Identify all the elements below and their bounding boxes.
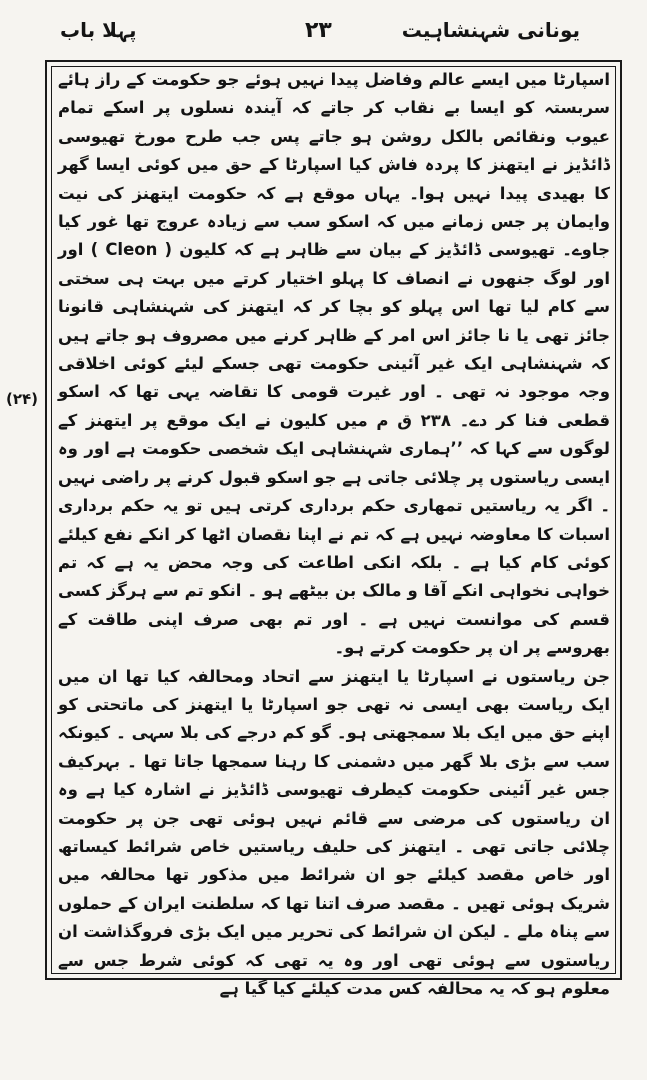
paragraph-1: اسپارٹا میں ایسے عالم وفاضل پیدا نہیں ہوئے جو حکومت کے راز ہائے سربستہ کو ایسا بے نقاب کر جاتے کہ آیندہ نسلوں پر اسکے تمام عیوب ونقائص بالکل روشن ہو جاتے پس جب طرح مورخ تھیوسی ڈائڈیز نے ایتھنز کا پردہ فاش کیا اسپارٹا کے حق میں کوئی ایسا گھر کا بھیدی پیدا نہیں ہوا۔ یہاں موقع ہے کہ حکومت ایتھنز کی نیت وایمان پر جس زمانے میں کہ اسکو سب سے زیادہ عروج تھا غور کیا جاوے۔ تھیوسی ڈائڈیز کے بیان سے ظاہر ہے کہ کلیون ( Cleon ) اور اور لوگ جنھوں نے انصاف کا پہلو اختیار کرتے میں بہت ہی سختی سے کام لیا تھا اس پہلو کو بچا کر کہ ایتھنز کی شہنشاہی قانونا جائز تھی یا نا جائز اس امر کے ظاہر کرنے میں مصروف ہو جاتے ہیں کہ شہنشاہی ایک غیر آئینی حکومت تھی جسکے لیئے کوئی اخلاقی وجہ موجود نہ تھی ۔ اور غیرت قومی کا تقاضہ یہی تھا کہ اسکو قطعی فنا کر دے۔ ۲۳۸ ق م میں کلیون نے ایک موقع پر ایتھنز کے لوگوں سے کہا کہ ’’ہماری شہنشاہی ایک شخصی حکومت ہے اور وہ ایسی ریاستوں پر چلائی جاتی ہے جو اسکو قبول کرنے پر راضی نہیں ۔ اگر یہ ریاستیں تمھاری حکم برداری کرتی ہیں تو یہ حکم برداری اسبات کا معاوضہ نہیں ہے کہ تم نے اپنا نقصان اٹھا کر انکے نفع کیلئے کوئی کام کیا ہے ۔ بلکہ انکی اطاعت کی وجہ محض یہ ہے کہ تم خواہی نخواہی انکے آقا و مالک بن بیٹھے ہو ۔ انکو تم سے ہرگز کسی قسم کی موانست نہیں ہے ۔ اور تم بھی صرف اپنی طاقت کے بھروسے پر ان پر حکومت کرتے ہو۔ bbox=[58, 70, 611, 658]
book-title: یونانی شہنشاہیت bbox=[401, 18, 580, 42]
page-header bbox=[60, 10, 580, 50]
chapter-title: پہلا باب bbox=[60, 18, 137, 42]
page-number: ۲۳ bbox=[305, 18, 332, 43]
paragraph-2: جن ریاستوں نے اسپارٹا یا ایتھنز سے اتحاد ومحالفہ کیا تھا ان میں ایک ریاست بھی ایسی نہ تھی جو اسپارٹا یا ایتھنز کی ماتحتی کو اپنے حق میں ایک بلا سمجھتی ہو۔ گو کم درجے کی بلا سہی ۔ کیونکہ سب سے بڑی بلا گھر میں دشمنی کا رہنا سمجھا جاتا تھا ۔ بہرکیف جس غیر آئینی حکومت کیطرف تھیوسی ڈائڈیز نے اشارہ کیا ہے وہ ان ریاستوں کی مرضی سے قائم نہیں ہوئی تھی جن پر حکومت چلائی جاتی تھی ۔ ایتھنز کی حلیف ریاستیں خاص شرائط کیساتھ اور خاص مقصد کیلئے جو ان شرائط میں مذکور تھا محالفہ میں شریک ہوئی تھیں ۔ مقصد صرف اتنا تھا کہ سلطنت ایران کے حملوں سے پناہ ملے ۔ لیکن ان شرائط کی تحریر میں ایک بڑی فروگذاشت ان ریاستوں سے ہوئی تھی اور وہ یہ تھی کہ کوئی شرط جس سے معلوم ہو کہ یہ محالفہ کس مدت کیلئے کیا گیا ہے bbox=[58, 666, 610, 998]
margin-page-reference: (۲۴) bbox=[6, 390, 39, 408]
body-text bbox=[58, 66, 611, 998]
